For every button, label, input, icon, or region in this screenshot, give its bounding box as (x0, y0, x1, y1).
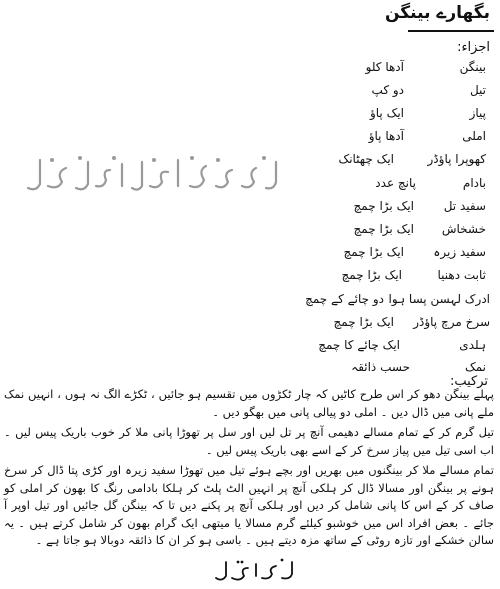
ingredient-quantity: ایک پاؤ (369, 106, 404, 120)
ingredient-row (270, 315, 490, 333)
ingredients-heading: اجزاء: (457, 40, 490, 55)
ingredient-row (286, 268, 486, 286)
recipe-title: بگھارے بینگن (385, 3, 490, 23)
ingredient-row (266, 338, 486, 356)
ingredient-name: خشخاش (441, 222, 486, 236)
ingredient-quantity: ایک بڑا چمچ (341, 268, 402, 282)
ingredient-quantity: حسب ذائقہ (351, 360, 410, 374)
ingredient-quantity: ایک بڑا چمچ (353, 199, 414, 213)
ingredient-name: کھوپرا پاؤڈر (427, 152, 486, 166)
ingredient-row (286, 129, 486, 147)
ingredient-quantity: آدھا پاؤ (368, 129, 404, 143)
method-paragraph: پہلے بینگن دھو کر اس طرح کاٹیں کہ چار ٹکڑوں میں تقسیم ہو جائیں ، ٹکڑے الگ نہ ہوں ، انہیں نمک ملے پانی میں ڈال دیں ۔ املی دو پیالی پانی میں بھگو دیں ۔ (4, 387, 494, 419)
method-paragraph: تمام مسالے ملا کر بینگنوں میں بھریں اور بچے ہوئے تیل میں تھوڑا سفید زیرہ اور کڑی پتا ڈال کر سرخ ہونے پر بینگن اور مسالا ڈال کر ہلکی آنچ پر انہیں الٹ پلٹ کر ہلکا بادامی رنگ کا بھون کر املی کو صاف کر کے اس کا پانی شامل کر دیں اور ہلکی آنچ پر پکنے دیں تا کہ بینگن گل جائیں اور تیل اوپر آ جائے ۔ بعض افراد اس میں خوشبو کیلئے گرم مسالا یا میتھی ایک گرام بھون کر شامل کرتے ہیں ۔ یہ سالن خشکے اور تازہ روٹی کے ساتھ مزہ دیتے ہیں ۔ باسی ہو کر ان کا ذائقہ دوبالا ہو جاتا ہے ۔ (4, 463, 494, 547)
ingredient-quantity: آدھا کلو (365, 60, 404, 74)
ingredient-name: نمک (464, 360, 486, 374)
ingredient-name: سفید تل (443, 199, 486, 213)
ingredient-row (286, 245, 486, 263)
ingredient-name: بادام (462, 176, 486, 190)
ingredient-name: ثابت دھنیا (437, 268, 486, 282)
ingredient-quantity: ایک بڑا چمچ (343, 245, 404, 259)
ingredient-name: پیاز (469, 106, 486, 120)
ingredient-row (286, 199, 486, 217)
ingredient-name: تیل (469, 83, 486, 97)
ingredient-row (286, 60, 486, 78)
ingredient-row (286, 83, 486, 101)
ingredient-row (266, 152, 486, 170)
ingredient-name: ادرک لہسن پسا ہوا (388, 292, 490, 306)
ingredient-quantity: پانچ عدد (375, 176, 416, 190)
ingredient-name: سرخ مرچ پاؤڈر (413, 315, 490, 329)
ingredient-quantity: ایک بڑا چمچ (333, 315, 394, 329)
ingredient-name: ہلدی (459, 338, 486, 352)
ingredient-quantity: ایک چائے کا چمچ (318, 338, 400, 352)
method-paragraph: تیل گرم کر کے تمام مسالے دھیمی آنچ پر تل لیں اور سل پر تھوڑا پانی ملا کر خوب باریک پیس لیں ۔ اب اسی تیل میں پیاز سرخ کر کے اسے بھی باریک پیس لیں ۔ (4, 425, 494, 457)
title-underline (408, 30, 494, 32)
ingredient-quantity: ایک چھٹانک (338, 152, 394, 166)
method-heading: ترکیب: (449, 374, 488, 389)
ingredient-row (286, 176, 486, 194)
ingredient-quantity: ایک بڑا چمچ (353, 222, 414, 236)
ingredient-name: سفید زیرہ (433, 245, 486, 259)
watermark-logo (18, 148, 288, 200)
ingredient-row (270, 292, 490, 310)
ingredient-row (286, 106, 486, 124)
ingredient-row (286, 222, 486, 240)
author-signature (212, 556, 298, 584)
ingredient-quantity: دو کپ (371, 83, 404, 97)
ingredient-name: بینگن (459, 60, 486, 74)
ingredient-name: املی (462, 129, 486, 143)
ingredient-quantity: دو چائے کے چمچ (305, 292, 384, 306)
